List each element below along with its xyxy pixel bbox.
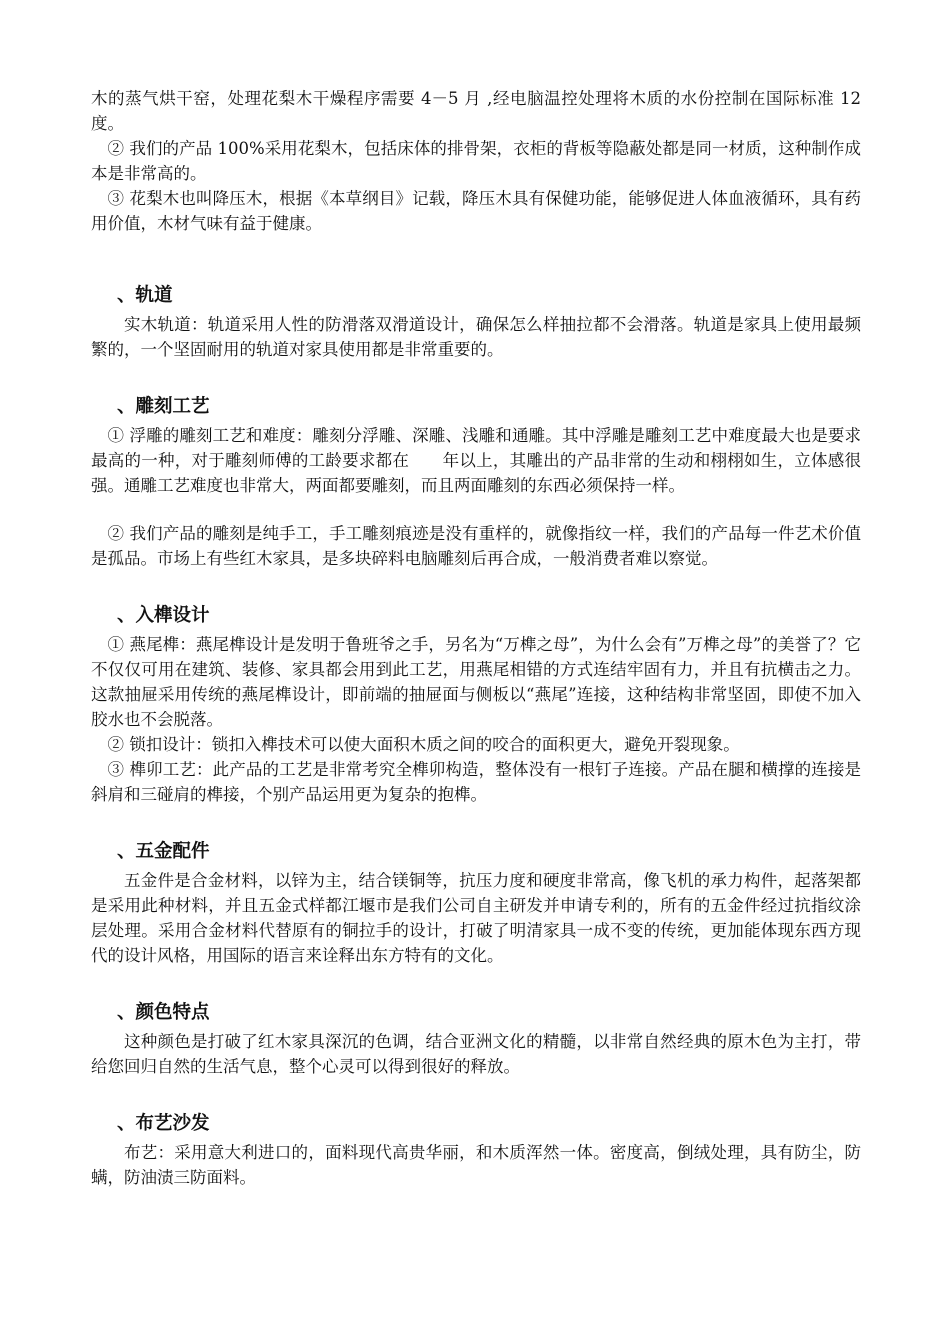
section-carving xyxy=(91,394,861,571)
intro-paragraph-1: 木的蒸气烘干窑，处理花梨木干燥程序需要 4－5 月 ,经电脑温控处理将木质的水份控制在国际标准 12 度。 xyxy=(91,89,861,133)
section-heading-color: 、颜色特点 xyxy=(117,1002,210,1023)
paragraph-gap xyxy=(91,498,861,521)
section-sofa xyxy=(91,1111,861,1190)
hardware-paragraph-1: 五金件是合金材料，以锌为主，结合镁铜等，抗压力度和硬度非常高，像飞机的承力构件，起落架都是采用此种材料，并且五金式样都江堰市是我们公司自主研发并申请专利的，所有的五金件经过抗指纹涂层处理。采用合金材料代替原有的铜拉手的设计，打破了明清家具一成不变的传统，更加能体现东西方现代的设计风格，用国际的语言来诠释出东方特有的文化。 xyxy=(91,871,861,965)
tenon-paragraph-3: ③ 榫卯工艺：此产品的工艺是非常考究全榫卯构造，整体没有一根钉子连接。产品在腿和横撑的连接是斜肩和三碰肩的榫接，个别产品运用更为复杂的抱榫。 xyxy=(91,760,861,804)
section-tenon xyxy=(91,603,861,807)
sofa-paragraph-1: 布艺：采用意大利进口的，面料现代高贵华丽，和木质浑然一体。密度高，倒绒处理，具有防尘，防螨，防油渍三防面料。 xyxy=(91,1143,861,1187)
section-heading-hardware: 、五金配件 xyxy=(117,841,210,862)
tenon-paragraph-2: ② 锁扣设计：锁扣入榫技术可以使大面积木质之间的咬合的面积更大，避免开裂现象。 xyxy=(107,735,740,754)
intro-paragraph-3: ③ 花梨木也叫降压木，根据《本草纲目》记载，降压木具有保健功能，能够促进人体血液循环，具有药用价值，木材气味有益于健康。 xyxy=(91,189,861,233)
color-paragraph-1: 这种颜色是打破了红木家具深沉的色调，结合亚洲文化的精髓，以非常自然经典的原木色为主打，带给您回归自然的生活气息，整个心灵可以得到很好的释放。 xyxy=(91,1032,861,1076)
section-heading-tenon: 、入榫设计 xyxy=(117,605,210,626)
track-paragraph-1: 实木轨道：轨道采用人性的防滑落双滑道设计，确保怎么样抽拉都不会滑落。轨道是家具上使用最频繁的，一个坚固耐用的轨道对家具使用都是非常重要的。 xyxy=(91,315,861,359)
intro-paragraph-2: ② 我们的产品 100%采用花梨木，包括床体的排骨架，衣柜的背板等隐蔽处都是同一材质，这种制作成本是非常高的。 xyxy=(91,139,861,183)
tenon-paragraph-1: ① 燕尾榫：燕尾榫设计是发明于鲁班爷之手，另名为“万榫之母”，为什么会有”万榫之母”的美誉了？它不仅仅可用在建筑、装修、家具都会用到此工艺，用燕尾相错的方式连结牢固有力，并且有抗横击之力。这款抽屉采用传统的燕尾榫设计，即前端的抽屉面与侧板以“燕尾”连接，这种结构非常坚固，即使不加入胶水也不会脱落。 xyxy=(91,635,861,729)
section-heading-sofa: 、布艺沙发 xyxy=(117,1113,210,1134)
section-heading-track: 、轨道 xyxy=(117,285,173,306)
section-heading-carving: 、雕刻工艺 xyxy=(117,396,210,417)
document-page xyxy=(91,86,861,1190)
section-hardware xyxy=(91,839,861,968)
section-track xyxy=(91,283,861,362)
carving-paragraph-1: ① 浮雕的雕刻工艺和难度：雕刻分浮雕、深雕、浅雕和通雕。其中浮雕是雕刻工艺中难度最大也是要求最高的一种，对于雕刻师傅的工龄要求都在 年以上，其雕出的产品非常的生动和栩栩如生，立体感很强。通雕工艺难度也非常大，两面都要雕刻，而且两面雕刻的东西必须保持一样。 xyxy=(91,426,861,495)
carving-paragraph-2: ② 我们产品的雕刻是纯手工，手工雕刻痕迹是没有重样的，就像指纹一样，我们的产品每一件艺术价值是孤品。市场上有些红木家具，是多块碎料电脑雕刻后再合成，一般消费者难以察觉。 xyxy=(91,524,861,568)
section-color xyxy=(91,1000,861,1079)
